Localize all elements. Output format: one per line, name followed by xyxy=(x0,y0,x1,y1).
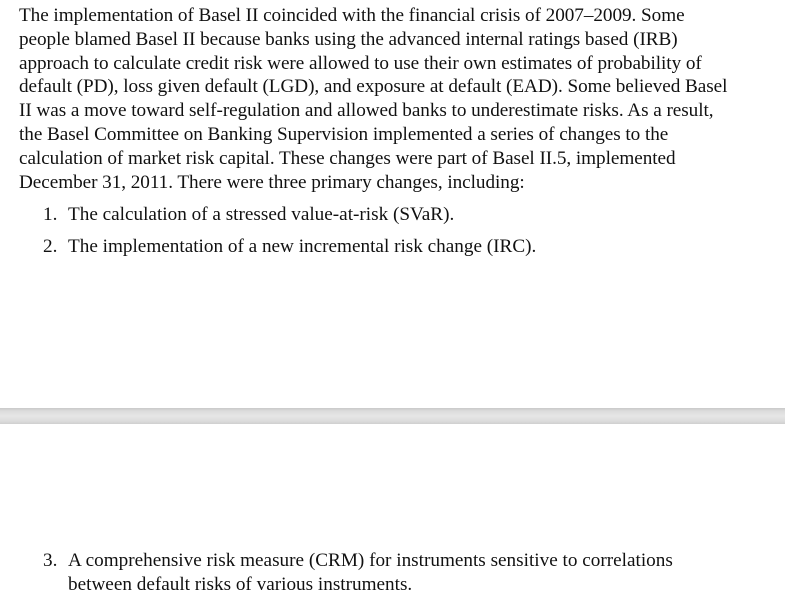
paragraph-line: the Basel Committee on Banking Supervision implemented a series of changes to the xyxy=(19,123,669,145)
list-item-text: A comprehensive risk measure (CRM) for instruments sensitive to correlations xyxy=(68,550,673,571)
list-item-text: The implementation of a new incremental risk change (IRC). xyxy=(68,236,537,257)
paragraph-line: approach to calculate credit risk were allowed to use their own estimates of probability of xyxy=(19,52,702,74)
list-item xyxy=(43,203,763,227)
list-item-text: The calculation of a stressed value-at-risk (SVaR). xyxy=(68,204,455,225)
list-item-number: 2. xyxy=(43,236,58,257)
list-item xyxy=(43,549,763,597)
paragraph-line: calculation of market risk capital. These changes were part of Basel II.5, implemented xyxy=(19,147,676,169)
body-paragraph xyxy=(19,4,779,194)
paragraph-line: people blamed Basel II because banks using the advanced internal ratings based (IRB) xyxy=(19,28,678,50)
paragraph-line: II was a move toward self-regulation and allowed banks to underestimate risks. As a result, xyxy=(19,100,714,122)
list-item xyxy=(43,235,763,259)
list-item-number: 1. xyxy=(43,204,58,225)
list-item-number: 3. xyxy=(43,550,58,571)
page-separator xyxy=(0,408,785,424)
paragraph-line: The implementation of Basel II coincided with the financial crisis of 2007–2009. Some xyxy=(19,5,685,26)
paragraph-line: December 31, 2011. There were three primary changes, including: xyxy=(19,171,525,193)
list-item-text-continuation: between default risks of various instruments. xyxy=(68,573,413,595)
paragraph-line: default (PD), loss given default (LGD), and exposure at default (EAD). Some believed Basel xyxy=(19,76,728,98)
